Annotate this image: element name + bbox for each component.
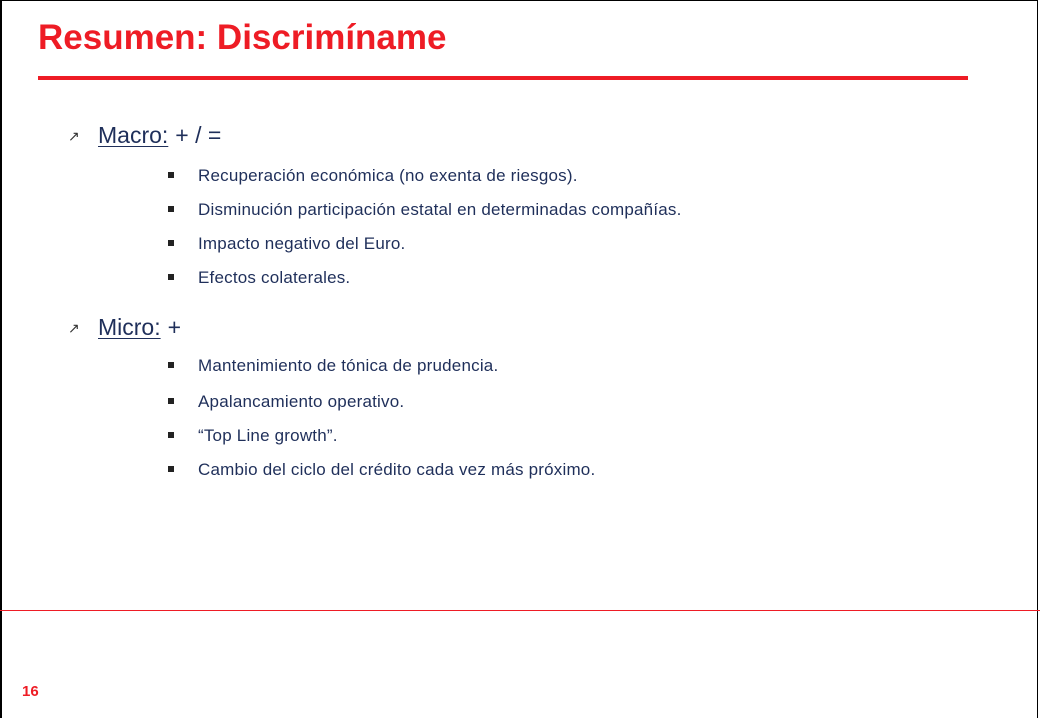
list-item-text: Recuperación económica (no exenta de riesgos). [198, 166, 578, 185]
square-bullet-icon [168, 206, 174, 212]
list-item-text: Apalancamiento operativo. [198, 392, 405, 411]
list-item [168, 426, 338, 446]
list-item-text: Efectos colaterales. [198, 268, 351, 287]
title-underline [38, 76, 968, 80]
list-item [168, 166, 578, 186]
section-label: Macro: [98, 122, 169, 148]
square-bullet-icon [168, 466, 174, 472]
square-bullet-icon [168, 172, 174, 178]
list-item [168, 392, 404, 412]
list-item-text: Mantenimiento de tónica de prudencia. [198, 356, 499, 375]
slide-title: Resumen: Discrimíname [38, 18, 447, 57]
footer-divider [0, 610, 1040, 611]
section-suffix: + / = [175, 122, 222, 148]
arrow-bullet-icon: ↗ [68, 128, 80, 144]
section-heading-macro [68, 122, 221, 149]
list-item [168, 200, 682, 220]
list-item-text: Disminución participación estatal en determinadas compañías. [198, 200, 682, 219]
list-item-text: Impacto negativo del Euro. [198, 234, 406, 253]
section-suffix: + [167, 314, 182, 340]
list-item-text: “Top Line growth”. [198, 426, 338, 445]
list-item [168, 356, 498, 376]
section-label: Micro: [98, 314, 161, 340]
list-item [168, 234, 405, 254]
square-bullet-icon [168, 362, 174, 368]
list-item [168, 268, 350, 288]
list-item [168, 460, 595, 480]
square-bullet-icon [168, 240, 174, 246]
square-bullet-icon [168, 274, 174, 280]
arrow-bullet-icon: ↗ [68, 320, 80, 336]
section-heading-micro [68, 314, 181, 341]
page-number: 16 [22, 683, 39, 700]
square-bullet-icon [168, 398, 174, 404]
list-item-text: Cambio del ciclo del crédito cada vez más próximo. [198, 460, 596, 479]
square-bullet-icon [168, 432, 174, 438]
